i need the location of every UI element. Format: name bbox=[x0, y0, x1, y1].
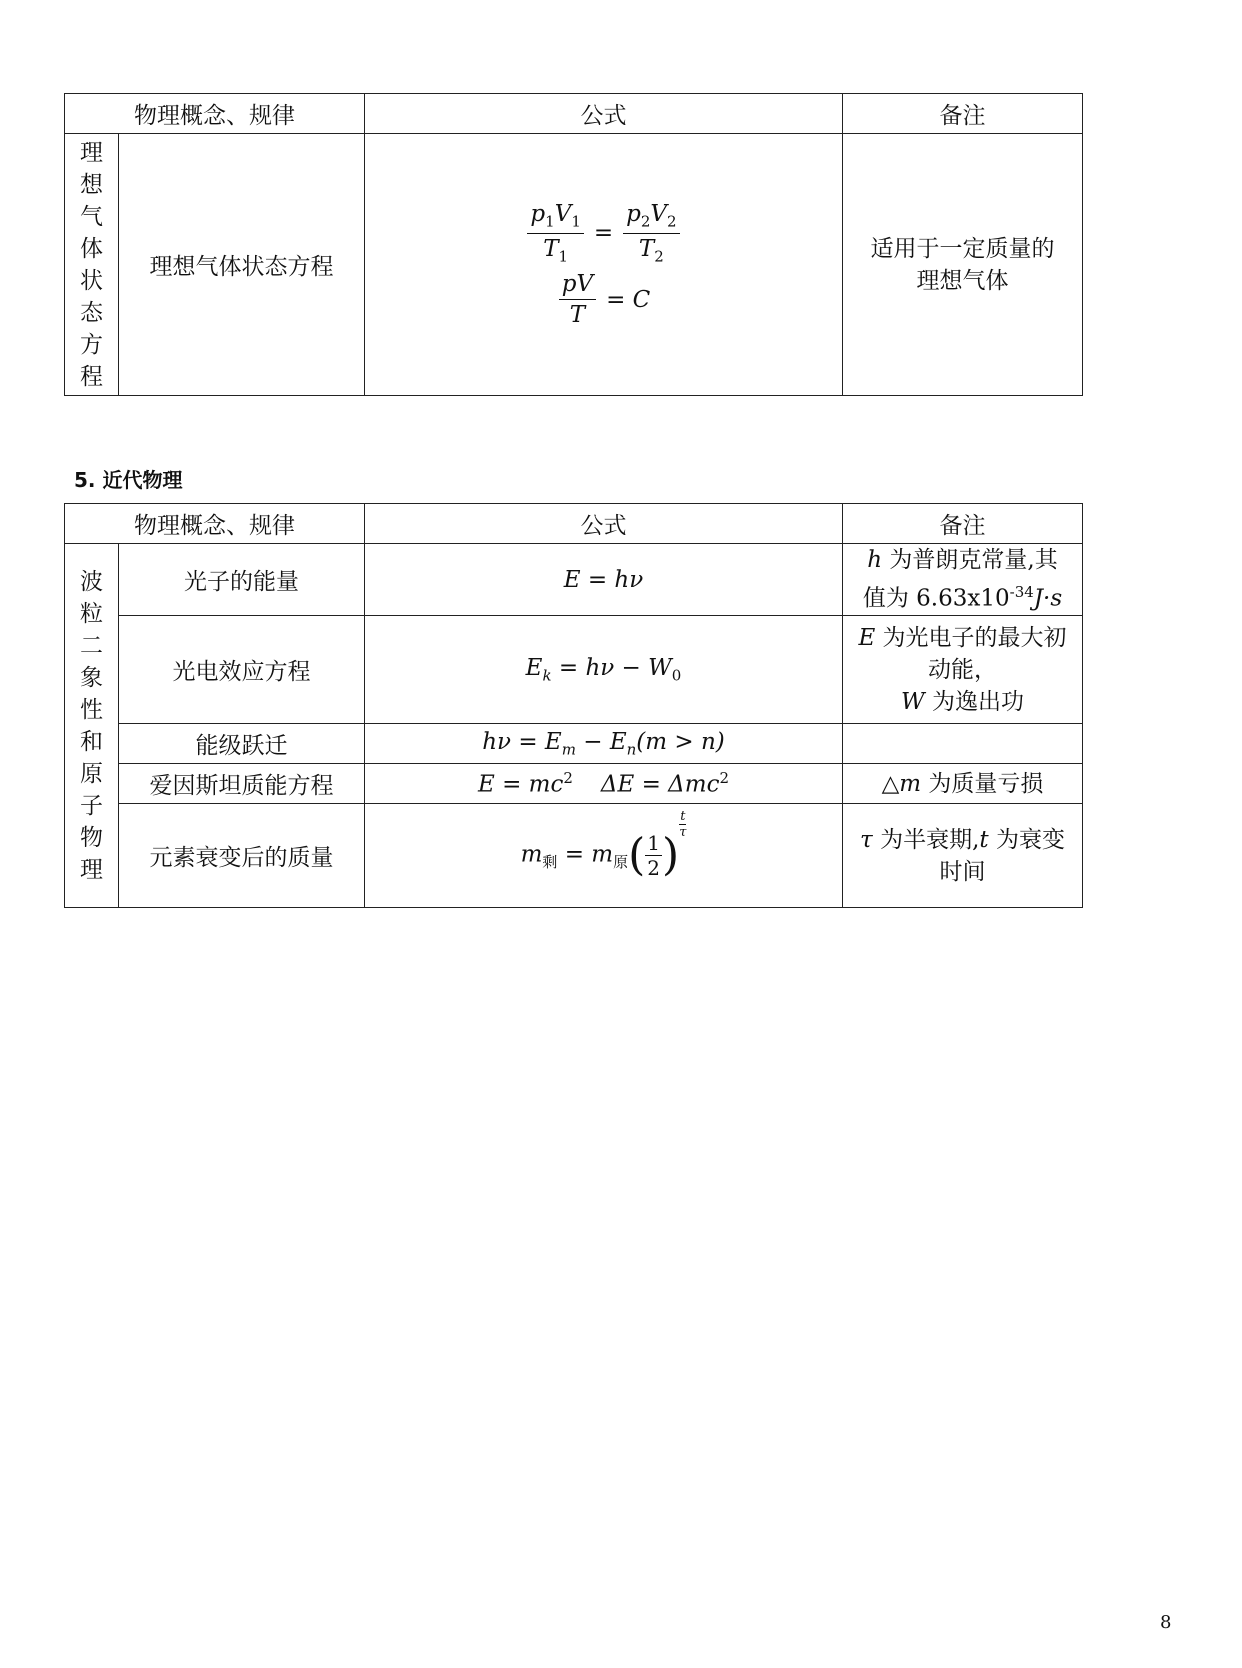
concept-cell: 元素衰变后的质量 bbox=[119, 804, 365, 908]
note-cell: τ 为半衰期,t 为衰变 时间 bbox=[843, 804, 1083, 908]
table-row bbox=[65, 544, 1083, 616]
table-row bbox=[65, 134, 1083, 396]
group-label-wave-particle: 波 粒 二 象 性 和 原 子 物 理 bbox=[65, 544, 119, 908]
header-concept: 物理概念、规律 bbox=[65, 504, 365, 544]
concept-cell: 爱因斯坦质能方程 bbox=[119, 764, 365, 804]
formula-cell: $E = mc^2$ ΔE = Δmc$^2$ bbox=[365, 764, 843, 804]
table-row bbox=[65, 616, 1083, 724]
header-formula: 公式 bbox=[365, 94, 843, 134]
concept-cell: 理想气体状态方程 bbox=[119, 134, 365, 396]
table-header-row bbox=[65, 504, 1083, 544]
formula-cell: $h\nu = E_m - E_n(m > n)$ bbox=[365, 724, 843, 764]
table-row bbox=[65, 724, 1083, 764]
concept-cell: 光子的能量 bbox=[119, 544, 365, 616]
formula-cell bbox=[365, 134, 843, 396]
formula-cell: $E_k = h\nu - W_0$ bbox=[365, 616, 843, 724]
concept-cell: 能级跃迁 bbox=[119, 724, 365, 764]
modern-physics-table bbox=[64, 503, 1083, 908]
group-label-ideal-gas: 理 想 气 体 状 态 方 程 bbox=[65, 134, 119, 396]
header-note: 备注 bbox=[843, 94, 1083, 134]
formula-cell: $m_剩 = m_原$( $\frac{1}{2}$ ) $\frac{t}{\tau}$ bbox=[365, 804, 843, 908]
concept-cell: 光电效应方程 bbox=[119, 616, 365, 724]
table-header-row bbox=[65, 94, 1083, 134]
note-cell: 适用于一定质量的 理想气体 bbox=[843, 134, 1083, 396]
section-title: 5. 近代物理 bbox=[74, 468, 183, 492]
note-cell: E 为光电子的最大初 动能， W 为逸出功 bbox=[843, 616, 1083, 724]
table-row bbox=[65, 764, 1083, 804]
formula-cell: E = hν bbox=[365, 544, 843, 616]
note-cell: h 为普朗克常量,其 值为 $6.63x10^{-34}J\cdot s$ bbox=[843, 544, 1083, 616]
ideal-gas-formula-2: $\frac{pV}{T}$ = C bbox=[371, 271, 836, 328]
header-note: 备注 bbox=[843, 504, 1083, 544]
page-number: 8 bbox=[1160, 1612, 1172, 1633]
header-formula: 公式 bbox=[365, 504, 843, 544]
ideal-gas-formula-1: $\frac{p_1V_1}{T_1}$ = $\frac{p_2V_2}{T_2}$ bbox=[371, 201, 836, 265]
table-row bbox=[65, 804, 1083, 908]
header-concept: 物理概念、规律 bbox=[65, 94, 365, 134]
note-cell bbox=[843, 724, 1083, 764]
note-cell: △m 为质量亏损 bbox=[843, 764, 1083, 804]
ideal-gas-table bbox=[64, 93, 1083, 396]
